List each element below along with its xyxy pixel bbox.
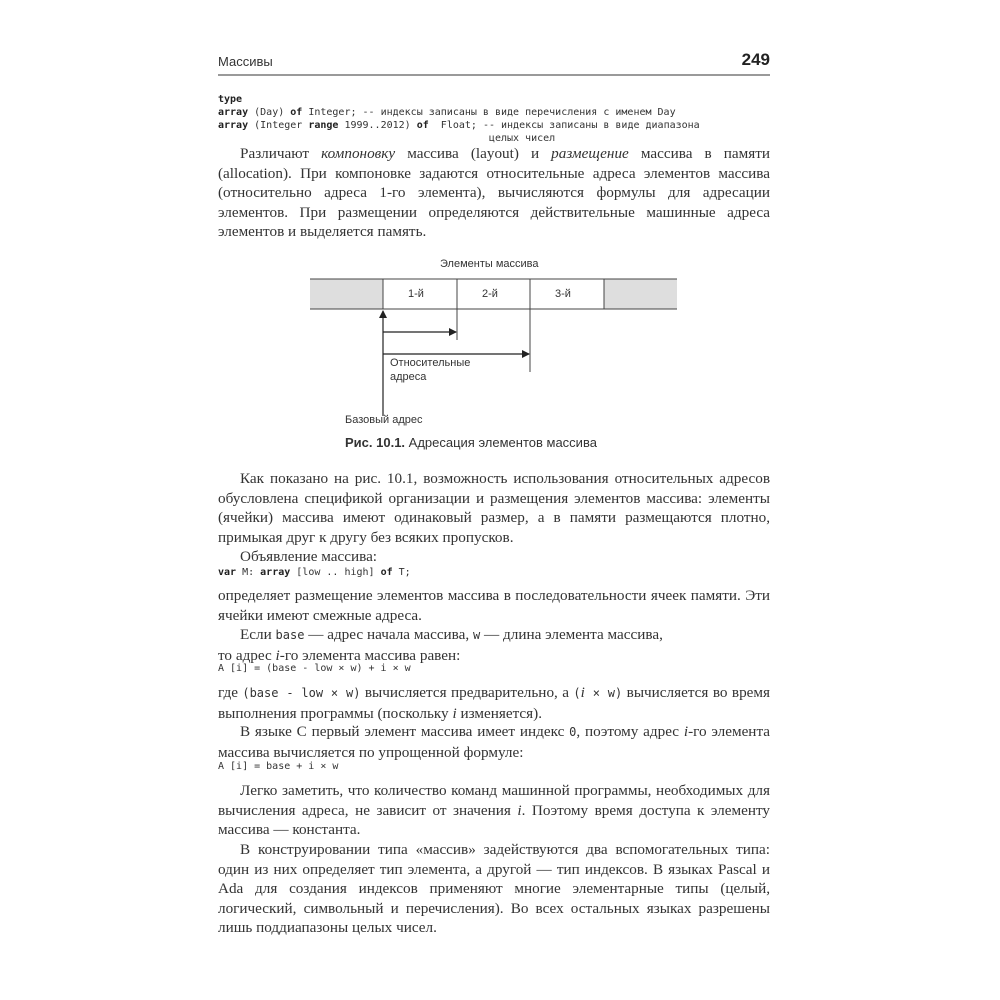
inline-code: 0 — [569, 725, 577, 739]
italic-var: i — [517, 801, 522, 819]
formula-general-address: A [i] = (base - low × w) + i × w — [218, 663, 411, 674]
paragraph-array-type-construction: В конструировании типа «массив» задействуются два вспомогательных типа: один из них определяет тип элемента, а другой — тип индексов. В языках Pascal и Ada для создания индексов применяют многие элементарные типы (целый, логический, символьный и перечисления). Во всех остальных языках разрешены лишь поддиапазоны целых чисел. — [218, 841, 770, 936]
cell-label-3: 3-й — [555, 288, 571, 300]
paragraph-declaration-effect: определяет размещение элементов массива в последовательности ячеек памяти. Эти ячейки имеют смежные адреса. — [218, 587, 770, 624]
paragraph-relative-addresses: Как показано на рис. 10.1, возможность использования относительных адресов обусловлена спецификой организации и размещения элементов массива: элементы (ячейки) массива имеют одинаковый размер, а в памяти размещаются плотно, примыкая друг к другу без всяких пропусков. — [218, 470, 770, 546]
inline-code: (base - low × w) — [242, 686, 361, 700]
text: изменяется). — [456, 704, 543, 722]
text: то адрес — [218, 646, 276, 664]
relative-addresses-label-2: адреса — [390, 371, 427, 383]
page-number: 249 — [741, 50, 770, 69]
text: Если — [240, 626, 276, 643]
paragraph-c-language — [218, 722, 770, 762]
code-keyword: var — [218, 567, 237, 578]
cell-label-1: 1-й — [408, 288, 424, 300]
italic-var: i — [683, 723, 689, 740]
paragraph-formula-explanation — [218, 683, 770, 723]
figure-caption — [345, 435, 597, 450]
inline-code: w — [473, 628, 481, 642]
array-addressing-diagram — [218, 0, 770, 470]
paragraph-address-formula-intro — [218, 625, 770, 665]
code-keyword: array — [260, 567, 291, 578]
code-keyword: array — [218, 107, 249, 118]
text: массива в памяти (allocation). При компоновке задаются относительные адреса элементов массива (относительно адреса 1-го элемента), вычисляются формулы для адресации элементов. При размещении определяются действительные машинные адреса элементов и выделяется память. — [218, 145, 770, 240]
memory-cell-after — [604, 279, 677, 309]
text: вычисляется во время выполнения программы (поскольку — [218, 684, 770, 722]
code-text: Float; -- индексы записаны в виде диапазона — [428, 120, 700, 131]
paragraph-declaration-intro: Объявление массива: — [240, 548, 378, 565]
base-address-label: Базовый адрес — [345, 414, 423, 426]
text: -го элемента массива вычисляется по упрощенной формуле: — [218, 723, 771, 761]
italic-var: i — [580, 684, 585, 701]
text: , поэтому адрес — [576, 723, 684, 740]
code-text: 1999..2012) — [338, 120, 417, 131]
italic-var: i — [452, 704, 457, 722]
code-keyword: range — [308, 120, 339, 131]
cell-label-2: 2-й — [482, 288, 498, 300]
figure-top-label: Элементы массива — [440, 258, 539, 270]
section-title: Массивы — [218, 54, 273, 69]
inline-code: ( — [573, 686, 581, 700]
caption-text: Адресация элементов массива — [405, 435, 597, 450]
emphasis: размещение — [551, 145, 629, 162]
code-text: T; — [392, 567, 411, 578]
text: . Поэтому время доступа к элементу массива — константа. — [218, 801, 770, 838]
text: вычисляется предварительно, а — [360, 684, 574, 701]
relative-addresses-label-1: Относительные — [390, 357, 471, 369]
text: — длина элемента массива, — [480, 626, 663, 643]
text: -го элемента массива равен: — [279, 646, 461, 664]
text: где — [218, 684, 243, 701]
emphasis: компоновку — [321, 145, 396, 162]
text: — адрес начала массива, — [304, 626, 473, 643]
text: массива (layout) и — [395, 145, 552, 162]
code-text: (Integer — [248, 120, 309, 131]
inline-code: × w) — [584, 686, 623, 700]
inline-code: base — [275, 628, 305, 642]
code-keyword: of — [380, 567, 393, 578]
code-array-declaration — [218, 566, 770, 579]
code-keyword: type — [218, 94, 243, 105]
text: В языке С первый элемент массива имеет индекс — [240, 723, 570, 740]
italic-var: i — [275, 646, 280, 664]
memory-cell-before — [310, 279, 383, 309]
code-text: целых чисел — [218, 133, 556, 144]
text: Легко заметить, что количество команд машинной программы, необходимых для вычисления адреса, не зависит от значения — [218, 782, 770, 819]
formula-c-address: A [i] = base + i × w — [218, 761, 339, 772]
text: Различают — [240, 145, 322, 162]
code-text: M: — [236, 567, 261, 578]
caption-number: Рис. 10.1. — [345, 435, 406, 450]
code-keyword: of — [416, 120, 429, 131]
code-text: Integer; -- индексы записаны в виде перечисления с именем Day — [302, 107, 676, 118]
code-text: (Day) — [248, 107, 291, 118]
code-keyword: array — [218, 120, 249, 131]
paragraph-constant-access — [218, 781, 770, 840]
code-text: [low .. high] — [290, 567, 381, 578]
code-keyword: of — [290, 107, 303, 118]
